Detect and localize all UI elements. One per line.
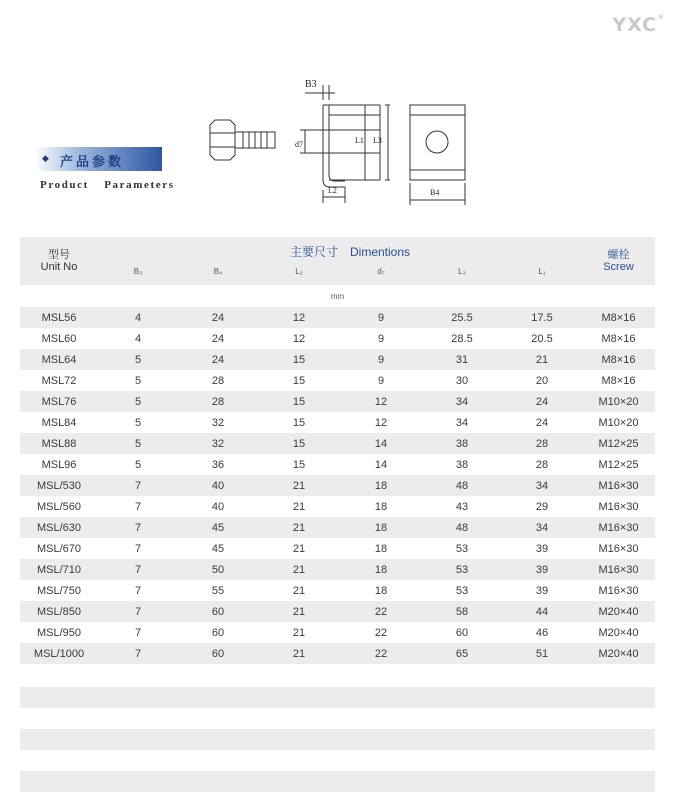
table-cell: 9 xyxy=(377,332,385,345)
table-cell: 14 xyxy=(374,458,388,471)
table-cell: 38 xyxy=(455,437,469,450)
parameters-table xyxy=(20,237,655,664)
table-cell: 20.5 xyxy=(531,332,553,345)
table-cell: M20×40 xyxy=(598,626,639,639)
sub-headers xyxy=(98,267,582,276)
table-cell: 15 xyxy=(292,395,306,408)
model-header: 型号 Unit No xyxy=(40,249,78,273)
table-cell: 24 xyxy=(535,395,549,408)
table-cell: 34 xyxy=(455,416,469,429)
table-cell: MSL/560 xyxy=(36,500,82,513)
table-cell: MSL/750 xyxy=(36,584,82,597)
table-cell: M8×16 xyxy=(601,311,636,324)
table-cell: M16×30 xyxy=(598,500,639,513)
table-cell: MSL/530 xyxy=(36,479,82,492)
table-cell: MSL/850 xyxy=(36,605,82,618)
table-cell: 28 xyxy=(211,395,225,408)
brand-logo: YXC® xyxy=(612,14,665,36)
table-cell: 7 xyxy=(134,479,142,492)
table-cell: 39 xyxy=(535,584,549,597)
table-cell: 21 xyxy=(292,542,306,555)
table-cell: 34 xyxy=(535,479,549,492)
label-l2: L2 xyxy=(328,186,337,195)
sub-header: B₄ xyxy=(213,267,223,276)
sub-header: L₃ xyxy=(458,267,466,276)
table-row xyxy=(20,580,655,601)
table-cell: MSL/950 xyxy=(36,626,82,639)
table-cell: 15 xyxy=(292,437,306,450)
table-cell: 46 xyxy=(535,626,549,639)
table-cell: MSL56 xyxy=(41,311,77,324)
table-cell: 65 xyxy=(455,647,469,660)
table-cell: MSL/670 xyxy=(36,542,82,555)
sub-header: d₇ xyxy=(377,267,385,276)
table-row xyxy=(20,349,655,370)
dimensions-header: 主要尺寸 Dimentions xyxy=(289,245,411,259)
table-cell: 18 xyxy=(374,584,388,597)
table-cell: 7 xyxy=(134,521,142,534)
table-cell: MSL72 xyxy=(41,374,77,387)
table-cell: M16×30 xyxy=(598,584,639,597)
table-cell: 60 xyxy=(211,647,225,660)
table-row xyxy=(20,643,655,664)
table-cell: 21 xyxy=(535,353,549,366)
table-cell: 7 xyxy=(134,542,142,555)
sub-header: B₃ xyxy=(133,267,143,276)
table-row xyxy=(20,475,655,496)
table-cell: 34 xyxy=(535,521,549,534)
part-drawing xyxy=(205,75,470,210)
table-row xyxy=(20,412,655,433)
table-cell: 48 xyxy=(455,521,469,534)
table-cell: 44 xyxy=(535,605,549,618)
table-cell: M16×30 xyxy=(598,563,639,576)
table-row xyxy=(20,496,655,517)
table-body xyxy=(20,307,655,664)
table-cell: MSL64 xyxy=(41,353,77,366)
table-cell: MSL/1000 xyxy=(33,647,85,660)
unit-row xyxy=(20,285,655,307)
section-banner xyxy=(34,147,162,171)
table-cell: 9 xyxy=(377,374,385,387)
table-cell: 38 xyxy=(455,458,469,471)
table-cell: 9 xyxy=(377,311,385,324)
table-cell: 14 xyxy=(374,437,388,450)
table-cell: 58 xyxy=(455,605,469,618)
table-cell: 24 xyxy=(211,332,225,345)
table-cell: 21 xyxy=(292,626,306,639)
blank-row xyxy=(20,771,655,792)
table-cell: 55 xyxy=(211,584,225,597)
label-l1: L1 xyxy=(355,136,364,145)
table-cell: 7 xyxy=(134,647,142,660)
table-row xyxy=(20,517,655,538)
table-cell: 24 xyxy=(535,416,549,429)
table-cell: 5 xyxy=(134,458,142,471)
table-cell: 22 xyxy=(374,605,388,618)
table-cell: 7 xyxy=(134,626,142,639)
table-header xyxy=(20,237,655,285)
sub-header: L₁ xyxy=(538,267,546,276)
table-row xyxy=(20,559,655,580)
table-cell: MSL96 xyxy=(41,458,77,471)
table-cell: 21 xyxy=(292,500,306,513)
table-cell: 43 xyxy=(455,500,469,513)
table-cell: 7 xyxy=(134,563,142,576)
table-cell: 34 xyxy=(455,395,469,408)
table-cell: 22 xyxy=(374,626,388,639)
table-cell: 4 xyxy=(134,311,142,324)
table-cell: 15 xyxy=(292,353,306,366)
table-row xyxy=(20,307,655,328)
table-row xyxy=(20,433,655,454)
table-cell: M16×30 xyxy=(598,521,639,534)
table-cell: M16×30 xyxy=(598,542,639,555)
table-cell: M8×16 xyxy=(601,374,636,387)
table-cell: 39 xyxy=(535,542,549,555)
blank-row xyxy=(20,687,655,708)
table-cell: 40 xyxy=(211,479,225,492)
diamond-icon: ◆ xyxy=(42,153,49,163)
table-cell: MSL76 xyxy=(41,395,77,408)
table-cell: M8×16 xyxy=(601,332,636,345)
table-cell: 12 xyxy=(374,416,388,429)
table-cell: 60 xyxy=(211,626,225,639)
table-row xyxy=(20,370,655,391)
table-row xyxy=(20,601,655,622)
table-cell: 48 xyxy=(455,479,469,492)
table-row xyxy=(20,622,655,643)
table-cell: 32 xyxy=(211,416,225,429)
table-cell: 12 xyxy=(292,311,306,324)
table-cell: 24 xyxy=(211,353,225,366)
table-cell: 21 xyxy=(292,605,306,618)
table-cell: 45 xyxy=(211,542,225,555)
table-cell: MSL60 xyxy=(41,332,77,345)
table-cell: M8×16 xyxy=(601,353,636,366)
table-cell: 15 xyxy=(292,374,306,387)
table-cell: 5 xyxy=(134,437,142,450)
section-title-en: Product Parameters xyxy=(40,179,175,191)
label-d7: d7 xyxy=(295,140,303,149)
table-cell: 7 xyxy=(134,500,142,513)
table-cell: 18 xyxy=(374,521,388,534)
table-cell: 60 xyxy=(455,626,469,639)
table-cell: 51 xyxy=(535,647,549,660)
table-cell: 18 xyxy=(374,563,388,576)
blank-row xyxy=(20,729,655,750)
table-cell: MSL/630 xyxy=(36,521,82,534)
table-cell: 21 xyxy=(292,563,306,576)
table-cell: 18 xyxy=(374,479,388,492)
table-cell: 5 xyxy=(134,353,142,366)
table-cell: M16×30 xyxy=(598,479,639,492)
table-cell: 18 xyxy=(374,542,388,555)
table-cell: 53 xyxy=(455,584,469,597)
table-cell: 39 xyxy=(535,563,549,576)
table-cell: MSL84 xyxy=(41,416,77,429)
table-cell: 15 xyxy=(292,416,306,429)
bolt-drawing xyxy=(210,120,275,160)
table-cell: 24 xyxy=(211,311,225,324)
table-cell: 31 xyxy=(455,353,469,366)
table-cell: 30 xyxy=(455,374,469,387)
table-row xyxy=(20,391,655,412)
table-cell: 7 xyxy=(134,584,142,597)
table-row xyxy=(20,538,655,559)
table-cell: 32 xyxy=(211,437,225,450)
table-cell: 53 xyxy=(455,542,469,555)
table-cell: M10×20 xyxy=(598,395,639,408)
unit-label: mm xyxy=(330,291,345,301)
table-cell: 15 xyxy=(292,458,306,471)
screw-header: 螺栓 Screw xyxy=(603,249,634,273)
table-cell: 29 xyxy=(535,500,549,513)
table-cell: 5 xyxy=(134,374,142,387)
label-l3: L3 xyxy=(373,136,382,145)
label-b3: B3 xyxy=(305,79,317,90)
table-cell: 20 xyxy=(535,374,549,387)
table-cell: 12 xyxy=(374,395,388,408)
table-cell: 28 xyxy=(535,458,549,471)
sub-header: L₂ xyxy=(295,267,303,276)
table-cell: 28 xyxy=(535,437,549,450)
table-cell: 28 xyxy=(211,374,225,387)
table-cell: 21 xyxy=(292,521,306,534)
table-cell: 28.5 xyxy=(451,332,473,345)
table-cell: 9 xyxy=(377,353,385,366)
label-b4: B4 xyxy=(430,188,440,197)
table-cell: 36 xyxy=(211,458,225,471)
table-cell: 45 xyxy=(211,521,225,534)
table-cell: 21 xyxy=(292,584,306,597)
table-cell: 12 xyxy=(292,332,306,345)
table-cell: 21 xyxy=(292,647,306,660)
table-cell: M20×40 xyxy=(598,647,639,660)
table-cell: M12×25 xyxy=(598,437,639,450)
table-cell: MSL88 xyxy=(41,437,77,450)
table-cell: 18 xyxy=(374,500,388,513)
table-cell: 5 xyxy=(134,395,142,408)
table-cell: M20×40 xyxy=(598,605,639,618)
table-cell: 17.5 xyxy=(531,311,553,324)
table-row xyxy=(20,328,655,349)
table-row xyxy=(20,454,655,475)
table-cell: 5 xyxy=(134,416,142,429)
table-cell: 60 xyxy=(211,605,225,618)
table-cell: 4 xyxy=(134,332,142,345)
table-cell: 50 xyxy=(211,563,225,576)
table-cell: M10×20 xyxy=(598,416,639,429)
table-cell: 7 xyxy=(134,605,142,618)
table-cell: MSL/710 xyxy=(36,563,82,576)
table-cell: 40 xyxy=(211,500,225,513)
table-cell: M12×25 xyxy=(598,458,639,471)
section-title-cn: 产品参数 xyxy=(60,155,125,170)
table-cell: 21 xyxy=(292,479,306,492)
table-cell: 53 xyxy=(455,563,469,576)
table-cell: 25.5 xyxy=(451,311,473,324)
table-cell: 22 xyxy=(374,647,388,660)
